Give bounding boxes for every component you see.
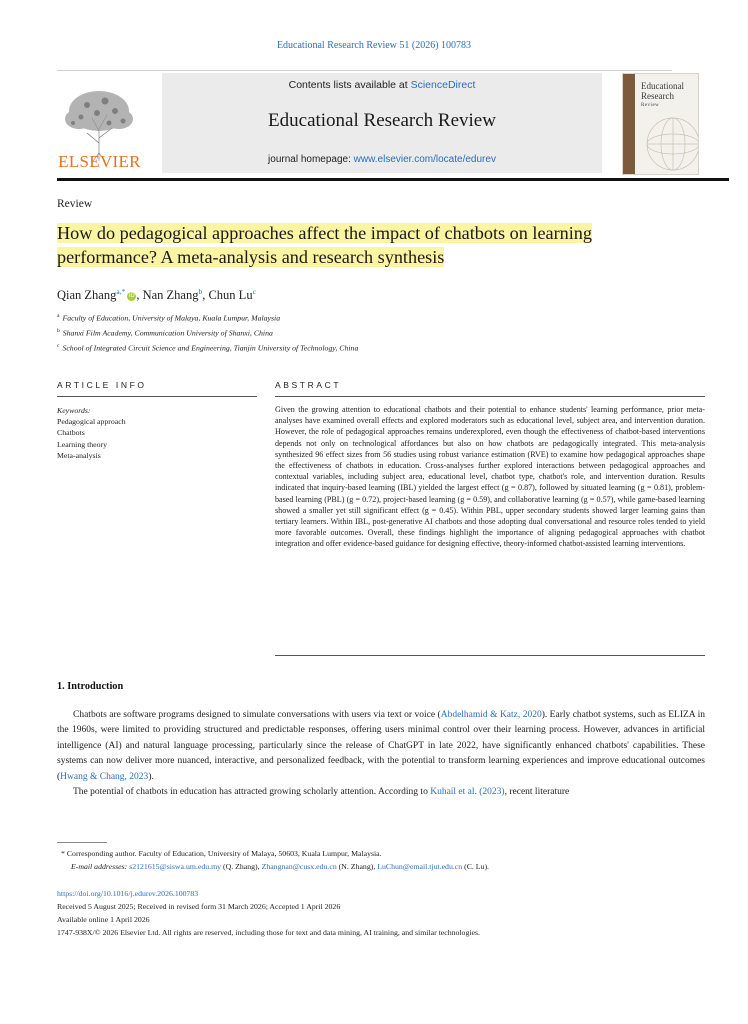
affiliation-item xyxy=(57,325,677,340)
cover-title-line: Research xyxy=(641,90,674,101)
author-name[interactable]: Qian Zhang xyxy=(57,288,117,303)
article-title xyxy=(57,221,617,269)
cover-band xyxy=(623,74,635,174)
affiliation-marker: b xyxy=(57,328,60,335)
received-dates: Received 5 August 2025; Received in revised form 31 March 2026; Accepted 1 April 2026 xyxy=(57,902,341,911)
author-affiliation-marker[interactable]: c xyxy=(252,287,256,296)
email-owner: (C. Lu). xyxy=(462,862,490,871)
journal-reference-link[interactable]: Educational Research Review 51 (2026) 100783 xyxy=(276,40,472,51)
paragraph xyxy=(57,785,705,800)
available-online: Available online 1 April 2026 xyxy=(57,915,150,924)
keyword-item: Chatbots xyxy=(57,428,85,438)
paragraph-text: ). xyxy=(148,771,154,782)
email-owner: (Q. Zhang), xyxy=(221,862,262,871)
contents-available-line xyxy=(162,79,602,91)
article-title-text: How do pedagogical approaches affect the impact of chatbots on learning performance? A meta-analysis and research synthesis xyxy=(57,223,592,267)
citation-link[interactable]: Abdelhamid & Katz, 2020 xyxy=(440,710,542,720)
paragraph-text: The potential of chatbots in education has attracted growing scholarly attention. According to xyxy=(73,787,431,798)
introduction-body xyxy=(57,708,705,800)
cover-title-line: Review xyxy=(641,103,660,108)
email-link[interactable]: LuChun@email.tjut.edu.cn xyxy=(377,862,463,871)
author-list: Qian Zhang$^{a,*}$iD , Nan Zhang$^b$, Chun Lu$^c$ xyxy=(57,287,256,303)
copyright-notice: 1747-938X/© 2026 Elsevier Ltd. All rights are reserved, including those for text and data mining, AI training, and similar technologies. xyxy=(57,928,480,937)
keyword-item: Meta-analysis xyxy=(57,450,101,460)
paragraph-text: Chatbots are software programs designed to simulate conversations with users via text or voice ( xyxy=(73,710,441,720)
email-addresses xyxy=(57,860,707,873)
journal-homepage-link[interactable]: www.elsevier.com/locate/edurev xyxy=(353,154,496,165)
doi-link[interactable]: https://doi.org/10.1016/j.edurev.2026.100783 xyxy=(57,889,199,898)
footnote xyxy=(57,847,707,873)
journal-title: Educational Research Review xyxy=(268,110,496,131)
cover-globe-graphic xyxy=(643,114,699,174)
affiliation-marker: a xyxy=(57,313,60,319)
abstract-text: Given the growing attention to educational chatbots and their potential to enhance students' learning performance, prior meta-analyses have examined overall effects and explored moderators such as educational level, subject area, and intervention duration. However, the role of pedagogical approaches remains underexplored, even though the effectiveness of chatbot-based interventions depends not only on technological affordances but also on how chatbots are pedagogically integrated. This meta-analysis synthesized 96 effect sizes from 56 studies using robust variance estimation (RVE) to examine how pedagogical approaches shape the effectiveness of chatbots in education. Cross-analyses further explored interactions between pedagogical approaches and contextual variables, including subject area, educational level, chatbot type, chatbot's role, and intervention duration. Results indicated that inquiry-based learning (IBL) yielded the largest effect (g = 0.87), followed by situated learning (g = 0.81), problem-based learning (PBL) (g = 0.72), project-based learning (g = 0.59), and collaborative learning (g = 0.57), while game-based learning showed a smaller yet still significant effect (g = 0.45). Within PBL, upper secondary students showed larger learning gains than tertiary learners. Within IBL, post-generative AI chatbots and those adopting dual conversational and resource roles tended to yield more favorable outcomes. Overall, these findings highlight the importance of aligning pedagogical approaches with chatbot integration and offer evidence-based guidance for designing effective, theory-informed chatbot-assisted learning interventions. xyxy=(275,405,705,549)
paragraph-text: ). Early chatbot systems, such as ELIZA in the 1960s, were limited to providing structured and predictable responses, offering users minimal control over their learning process. However, advances in artificial intelligence (AI) and natural language processing, particularly since the release of ChatGPT in late 2022, have significantly enhanced chatbots' capabilities. These systems can now deliver more nuanced, interactive, and personalized feedback, with the potential to transform learning experiences and improve educational outcomes ( xyxy=(57,710,705,782)
abstract-heading: ABSTRACT xyxy=(275,380,342,390)
footnote-rule xyxy=(57,842,107,843)
article-info-heading: ARTICLE INFO xyxy=(57,380,147,390)
affiliation-list xyxy=(57,310,677,356)
corresponding-author-note: * Corresponding author. Faculty of Education, University of Malaya, 50603, Kuala Lumpur, Malaysia. xyxy=(61,849,382,858)
contents-prefix: Contents lists available at xyxy=(288,79,411,91)
email-link[interactable]: Zhangnan@cusx.edu.cn xyxy=(261,862,337,871)
keywords-block xyxy=(57,405,126,461)
introduction-heading: 1. Introduction xyxy=(57,681,124,692)
paragraph-text: , recent literature xyxy=(504,787,570,798)
abstract-rule xyxy=(275,396,705,397)
homepage-prefix: journal homepage: xyxy=(268,154,354,165)
article-section-type: Review xyxy=(57,198,93,210)
journal-cover-thumbnail[interactable] xyxy=(622,73,699,175)
publisher-wordmark: ELSEVIER xyxy=(58,152,141,171)
cover-title xyxy=(641,82,684,111)
email-owner: (N. Zhang), xyxy=(336,862,378,871)
author-affiliation-marker[interactable]: a,* xyxy=(116,287,126,296)
keyword-item: Learning theory xyxy=(57,439,108,449)
affiliation-text: Faculty of Education, University of Malaya, Kuala Lumpur, Malaysia xyxy=(62,313,281,323)
citation-link[interactable]: Hwang & Chang, 2023 xyxy=(60,771,149,782)
author-name[interactable]: Nan Zhang xyxy=(142,288,199,303)
email-label: E-mail addresses: xyxy=(71,862,130,871)
sciencedirect-link[interactable]: ScienceDirect xyxy=(410,79,476,91)
citation-link[interactable]: Kuhail et al. (2023) xyxy=(430,787,505,798)
header-top-rule xyxy=(57,70,672,71)
publication-footer xyxy=(57,887,707,939)
article-info-rule xyxy=(57,396,257,397)
header-bottom-rule xyxy=(57,178,729,181)
orcid-icon[interactable]: iD xyxy=(128,293,135,300)
keywords-label: Keywords: xyxy=(57,406,91,415)
affiliation-marker: c xyxy=(57,343,60,350)
keyword-item: Pedagogical approach xyxy=(57,417,126,427)
author-affiliation-marker[interactable]: b xyxy=(198,287,203,296)
paragraph xyxy=(57,708,705,785)
affiliation-text: School of Integrated Circuit Science and Engineering, Tianjin University of Technology, China xyxy=(62,343,359,353)
affiliation-item xyxy=(57,340,677,355)
email-link[interactable]: s2121615@siswa.um.edu.my xyxy=(129,862,222,871)
abstract-bottom-rule xyxy=(275,655,705,656)
journal-homepage-line xyxy=(162,154,602,165)
affiliation-item xyxy=(57,310,677,325)
author-name[interactable]: Chun Lu xyxy=(208,288,253,303)
cover-title-line: Educational xyxy=(641,81,684,91)
affiliation-text: Shanxi Film Academy, Communication University of Shanxi, China xyxy=(62,328,273,338)
